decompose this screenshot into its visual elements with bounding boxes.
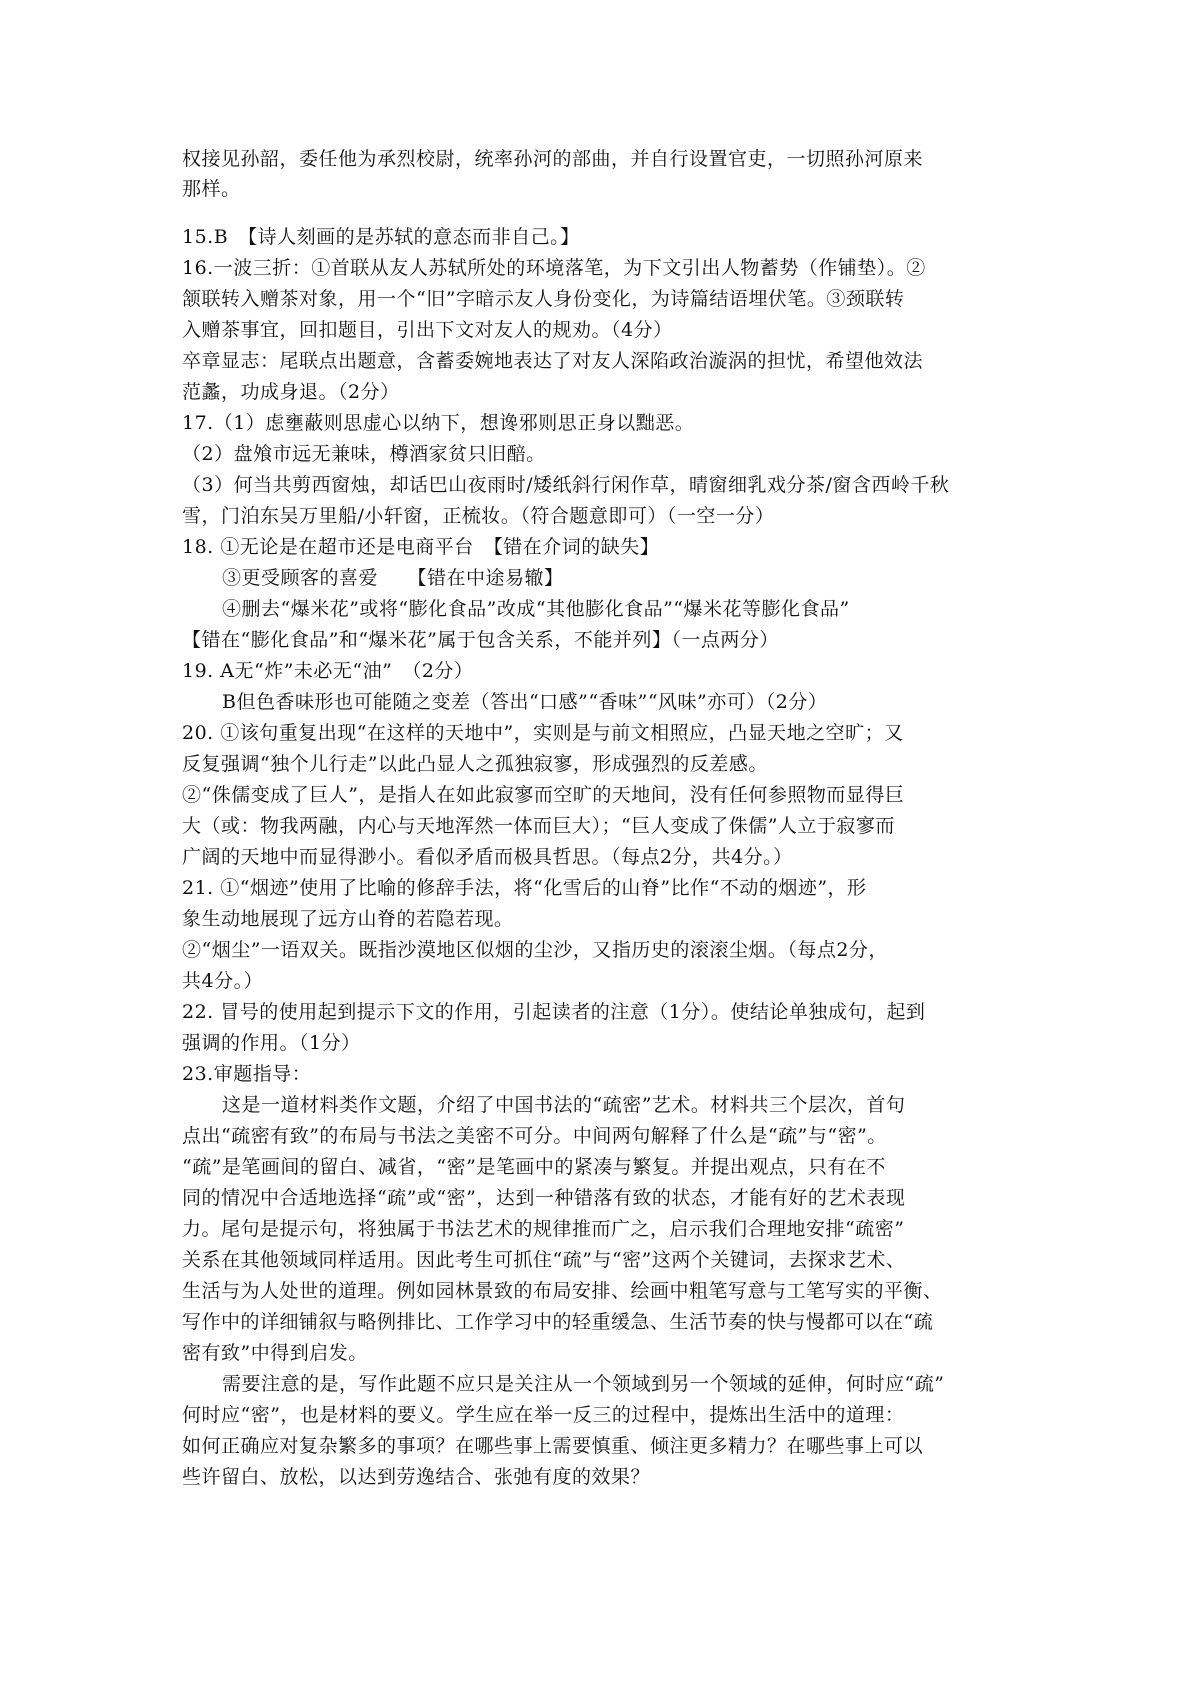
answer-16-line: 颔联转入赠茶对象，用一个“旧”字暗示友人身份变化，为诗篇结语埋伏笔。③颈联转 [182, 288, 905, 310]
answer-16-line: 范蠡，功成身退。（2分） [182, 381, 400, 403]
answer-18-line: ④删去“爆米花”或将“膨化食品”改成“其他膨化食品”“爆米花等膨化食品” [222, 598, 850, 620]
answer-23-line: 力。尾句是提示句，将独属于书法艺术的规律推而广之，启示我们合理地安排“疏密” [182, 1218, 905, 1240]
answer-17-line: 雪，门泊东吴万里船/小轩窗，正梳妆。（符合题意即可）（一空一分） [182, 505, 775, 527]
answer-20-line: 广阔的天地中而显得渺小。看似矛盾而极具哲思。（每点2分，共4分。） [182, 846, 793, 868]
answer-18-line: 【错在“膨化食品”和“爆米花”属于包含关系，不能并列】（一点两分） [182, 629, 779, 651]
answer-17-line: 17.（1）虑壅蔽则思虚心以纳下，想谗邪则思正身以黜恶。 [182, 412, 695, 434]
answer-23-line: 生活与为人处世的道理。例如园林景致的布局安排、绘画中粗笔写意与工笔写实的平衡、 [182, 1280, 943, 1302]
answer-23-line: 点出“疏密有致”的布局与书法之美密不可分。中间两句解释了什么是“疏”与“密”。 [182, 1125, 887, 1147]
answer-23-line: 写作中的详细铺叙与略例排比、工作学习中的轻重缓急、生活节奏的快与慢都可以在“疏 [182, 1311, 934, 1333]
answer-23-line: 这是一道材料类作文题，介绍了中国书法的“疏密”艺术。材料共三个层次，首句 [222, 1094, 906, 1116]
answer-23-line: 密有致”中得到启发。 [182, 1342, 368, 1364]
answer-20-line: 大（或：物我两融，内心与天地浑然一体而巨大）；“巨人变成了侏儒”人立于寂寥而 [182, 815, 895, 837]
text-line: 权接见孙韶，委任他为承烈校尉，统率孙河的部曲，并自行设置官吏，一切照孙河原来 [182, 148, 924, 170]
answer-23-line: 何时应“密”，也是材料的要义。学生应在举一反三的过程中，提炼出生活中的道理： [182, 1404, 905, 1426]
answer-16-line: 入赠茶事宜，回扣题目，引出下文对友人的规劝。（4分） [182, 319, 673, 341]
answer-16-line: 卒章显志：尾联点出题意，含蓄委婉地表达了对友人深陷政治漩涡的担忧，希望他效法 [182, 350, 924, 372]
answer-21-line: 象生动地展现了远方山脊的若隐若现。 [182, 908, 514, 930]
answer-23-heading: 23.审题指导： [182, 1063, 312, 1085]
answer-17-line: （3）何当共剪西窗烛，却话巴山夜雨时/矮纸斜行闲作草，晴窗细乳戏分茶/窗含西岭千秋 [182, 474, 950, 496]
answer-20-line: 反复强调“独个儿行走”以此凸显人之孤独寂寥，形成强烈的反差感。 [182, 753, 768, 775]
answer-23-line: 些许留白、放松，以达到劳逸结合、张弛有度的效果？ [182, 1466, 651, 1488]
answer-20-line: 20. ①该句重复出现“在这样的天地中”，实则是与前文相照应，凸显天地之空旷；又 [182, 722, 904, 744]
answer-19-line: 19. A无“炸”未必无“油” （2分） [182, 660, 474, 682]
answer-18-line: ③更受顾客的喜爱 【错在中途易辙】 [222, 567, 564, 589]
answer-23-line: 如何正确应对复杂繁多的事项？在哪些事上需要慎重、倾注更多精力？在哪些事上可以 [182, 1435, 924, 1457]
answer-20-line: ②“侏儒变成了巨人”，是指人在如此寂寥而空旷的天地间，没有任何参照物而显得巨 [182, 784, 905, 806]
answer-23-line: 同的情况中合适地选择“疏”或“密”，达到一种错落有致的状态，才能有好的艺术表现 [182, 1187, 906, 1209]
answer-15: 15.B 【诗人刻画的是苏轼的意态而非自己。】 [182, 226, 580, 248]
answer-22-line: 强调的作用。（1分） [182, 1032, 361, 1054]
answer-23-line: 关系在其他领域同样适用。因此考生可抓住“疏”与“密”这两个关键词，去探求艺术、 [182, 1249, 906, 1271]
answer-22-line: 22. 冒号的使用起到提示下文的作用，引起读者的注意（1分）。使结论单独成句，起到 [182, 1001, 926, 1023]
answer-17-line: （2）盘飧市远无兼味，樽酒家贫只旧醅。 [182, 443, 546, 465]
answer-21-line: 21. ①“烟迹”使用了比喻的修辞手法，将“化雪后的山脊”比作“不动的烟迹”，形 [182, 877, 867, 899]
answer-21-line: 共4分。） [182, 970, 264, 992]
answer-19-line: B但色香味形也可能随之变差（答出“口感”“香味”“风味”亦可）（2分） [222, 691, 828, 713]
answer-23-line: 需要注意的是，写作此题不应只是关注从一个领域到另一个领域的延伸，何时应“疏” [222, 1373, 945, 1395]
answer-16-line: 16.一波三折：①首联从友人苏轼所处的环境落笔，为下文引出人物蓄势（作铺垫）。② [182, 257, 926, 279]
text-line: 那样。 [182, 178, 241, 200]
answer-18-line: 18. ①无论是在超市还是电商平台 【错在介词的缺失】 [182, 536, 660, 558]
answer-23-line: “疏”是笔画间的留白、减省，“密”是笔画中的紧凑与繁复。并提出观点，只有在不 [182, 1156, 886, 1178]
answer-21-line: ②“烟尘”一语双关。既指沙漠地区似烟的尘沙，又指历史的滚滚尘烟。（每点2分， [182, 939, 889, 961]
